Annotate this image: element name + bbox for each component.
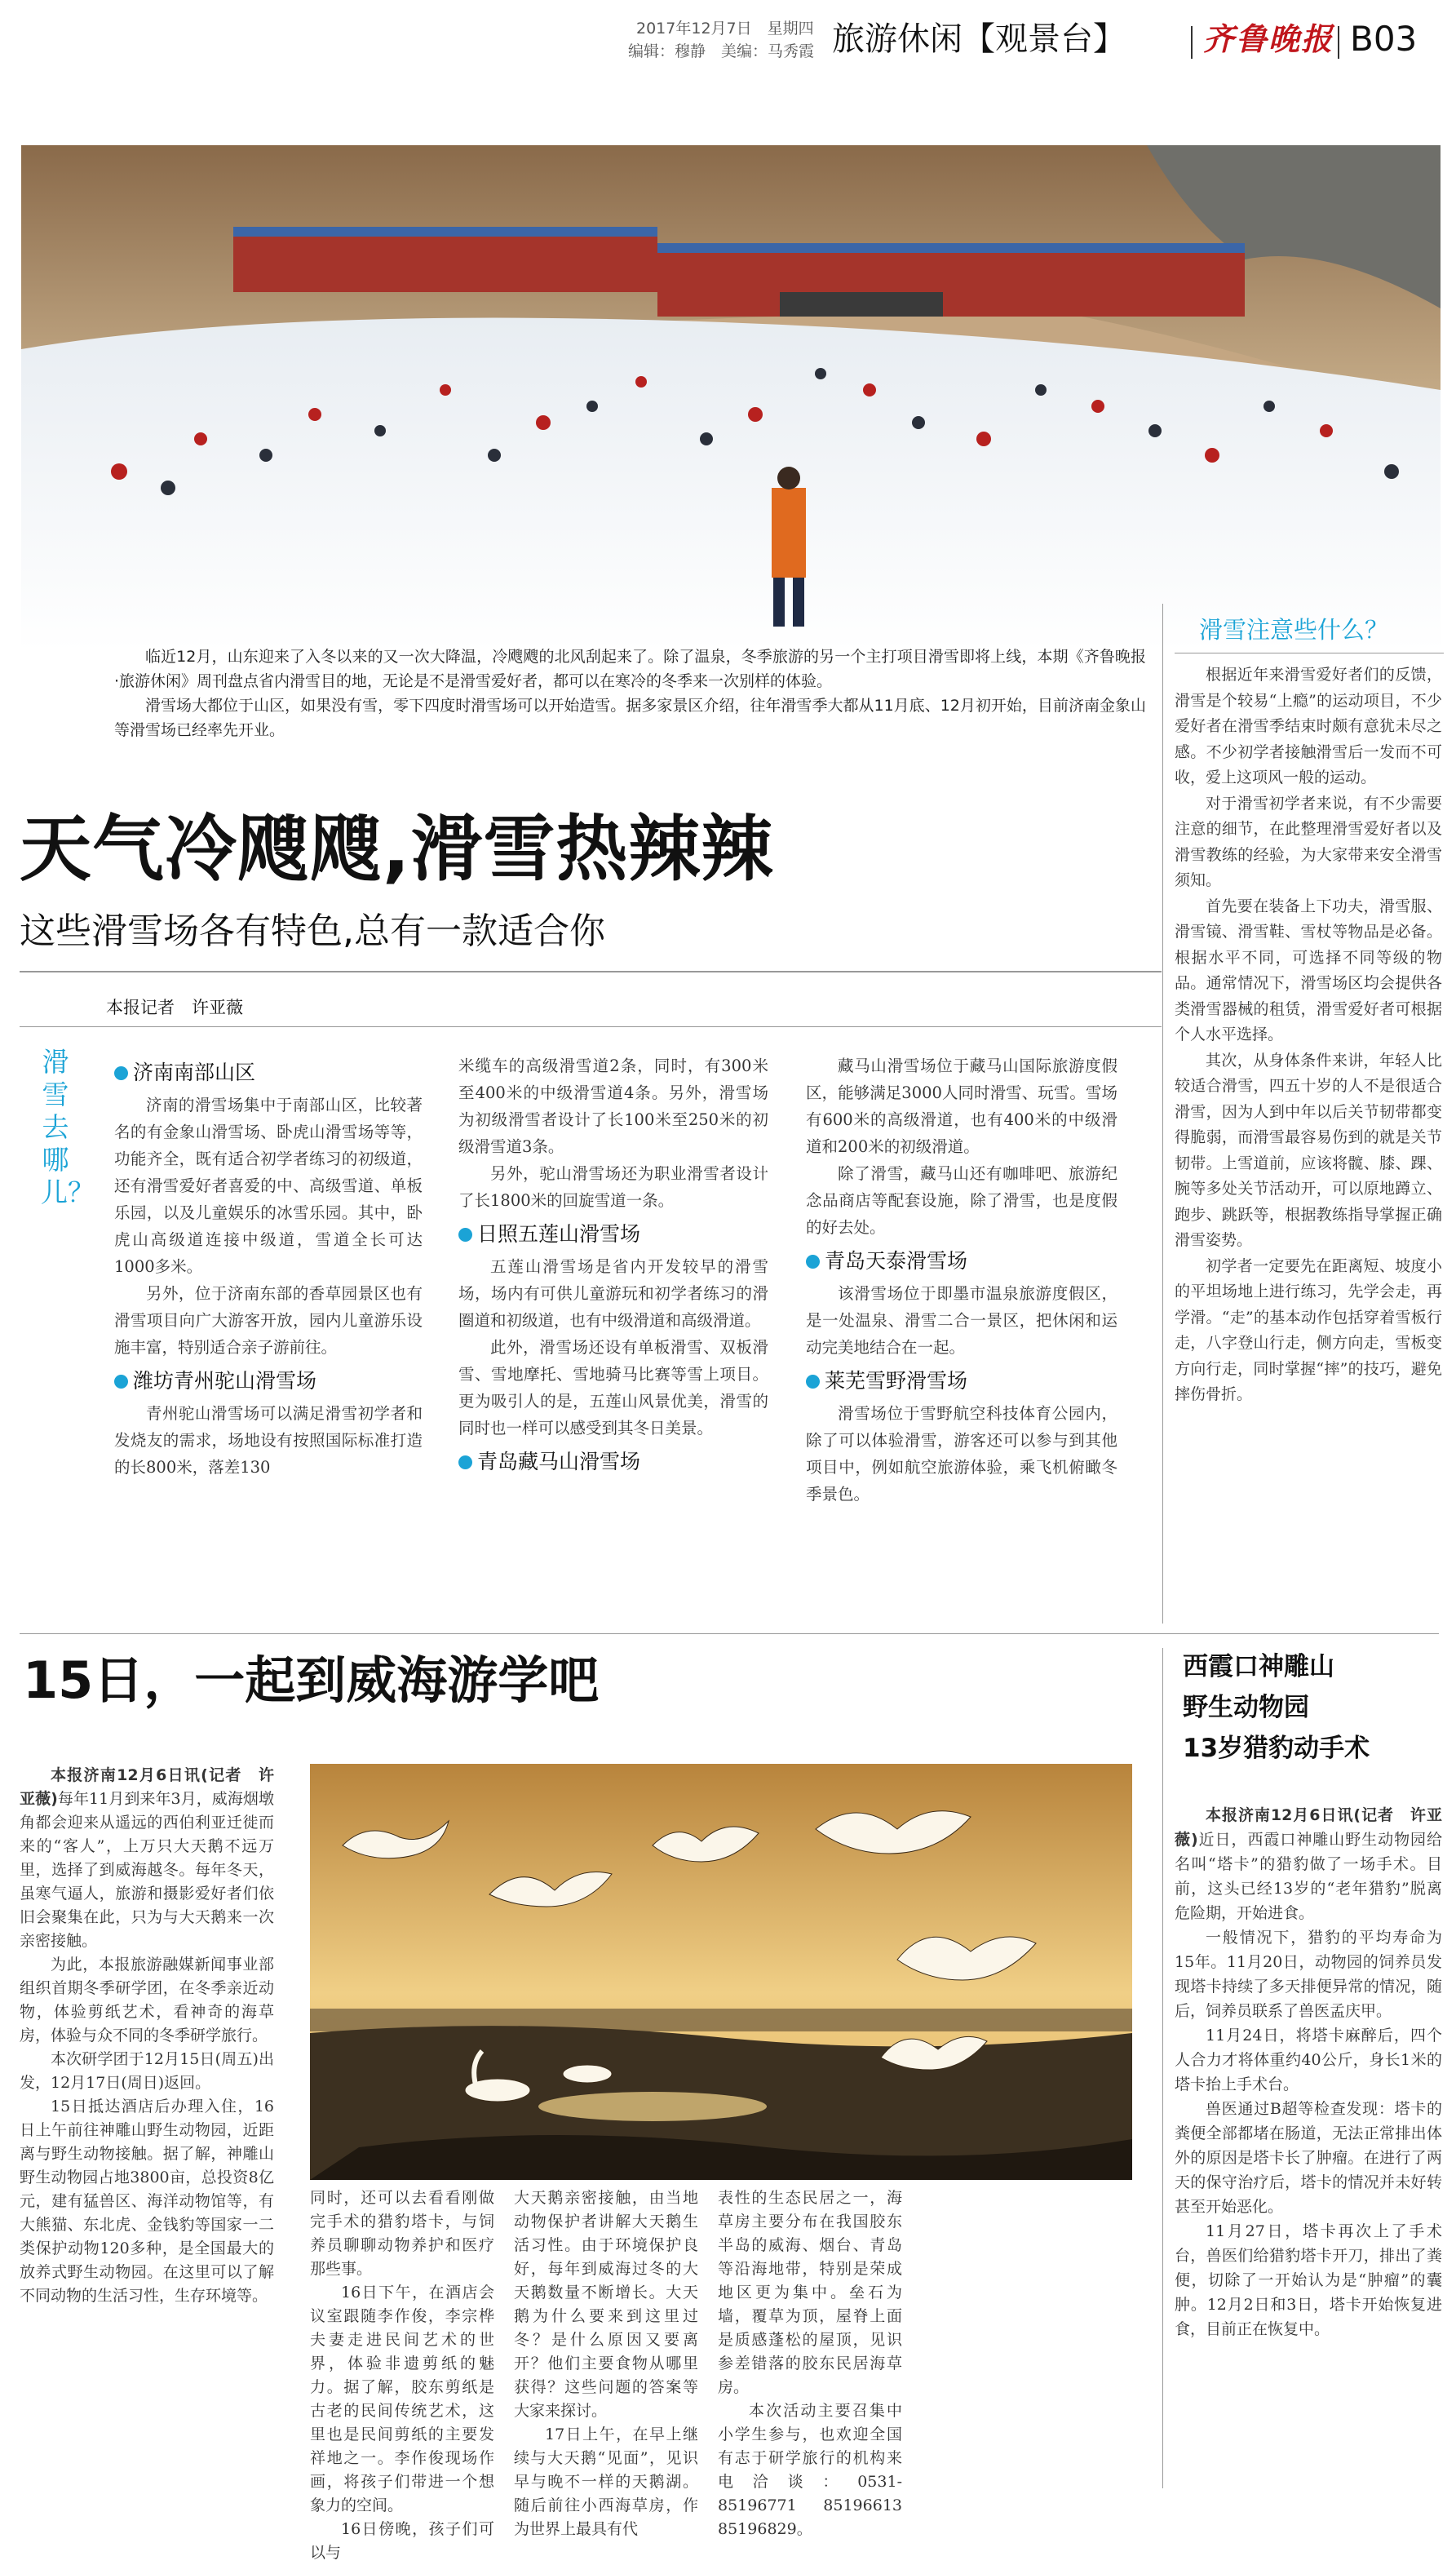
paragraph: 五莲山滑雪场是省内开发较早的滑雪场，场内有可供儿童游玩和初学者练习的滑圈道和初级道，也有中级滑道和高级滑道。 — [458, 1257, 768, 1330]
paragraph: 11月24日，将塔卡麻醉后，四个人合力才将体重约40公斤，身长1米的塔卡抬上手术台。 — [1175, 2027, 1442, 2093]
paragraph: 青州驼山滑雪场可以满足滑雪初学者和发烧友的需求，场地设有按照国际标准打造的长800米，落差130 — [114, 1404, 423, 1477]
leopard-divider — [1162, 1648, 1163, 2488]
caption-paragraph-2: 滑雪场大都位于山区，如果没有雪，零下四度时滑雪场可以开始造雪。据多家景区介绍，往年滑雪季大都从11月底、12月初开始，目前济南金象山等滑雪场已经率先开业。 — [114, 697, 1146, 739]
subhead-zangmashan-text: 青岛藏马山滑雪场 — [477, 1450, 641, 1473]
paragraph: 藏马山滑雪场位于藏马山国际旅游度假区，能够满足3000人同时滑雪、玩雪。雪场有600米的高级滑道，也有400米的中级滑道和200米的初级滑道。 — [806, 1057, 1117, 1156]
paragraph: 根据近年来滑雪爱好者们的反馈，滑雪是个较易“上瘾”的运动项目，不少爱好者在滑雪季结束时颇有意犹未尽之感。不少初学者接触滑雪后一发而不可收，爱上这项风一般的运动。 — [1175, 666, 1442, 786]
weihai-lead-dateline: 本报济南12月6日讯(记者 许亚薇) — [20, 1766, 274, 1808]
paragraph: 本次研学团于12月15日(周五)出发，12月17日(周日)返回。 — [20, 2050, 274, 2092]
leopard-headline-line-3: 13岁猎豹动手术 — [1183, 1734, 1370, 1763]
paragraph: 16日下午，在酒店会议室跟随李作俊，李宗桦夫妻走进民间艺术的世界，体验非遗剪纸的魅力。据了解，胶东剪纸是古老的民间传统艺术，这里也是民间剪纸的主要发祥地之一。李作俊现场作画，将孩子们带进一个想象力的空间。 — [310, 2284, 494, 2514]
subhead-weifang-text: 潍坊青州驼山滑雪场 — [133, 1369, 317, 1393]
weihai-column-1 — [20, 1764, 274, 2308]
main-headline: 天气冷飕飕,滑雪热辣辣 — [20, 807, 774, 891]
subhead-rizhao — [458, 1220, 768, 1248]
subhead-tiantai — [806, 1247, 1117, 1275]
subhead-jinan-text: 济南南部山区 — [133, 1061, 256, 1084]
swan-lake-illustration — [310, 1764, 1132, 2180]
weihai-column-3 — [514, 2186, 698, 2541]
article-column-2 — [458, 1052, 768, 1481]
leopard-body — [1175, 1803, 1442, 2341]
sidebar-body — [1175, 662, 1442, 1408]
article-column-3 — [806, 1052, 1117, 1508]
paragraph: 米缆车的高级滑雪道2条，同时，有300米至400米的中级滑雪道4条。另外，滑雪场为初级滑雪者设计了长100米至250米的初级滑雪道3条。 — [458, 1057, 768, 1156]
weihai-column-4 — [718, 2186, 918, 2541]
photo-caption — [114, 645, 1146, 742]
bullet-dot-icon — [458, 1455, 472, 1469]
bullet-dot-icon — [458, 1228, 472, 1242]
article-column-1 — [114, 1052, 423, 1481]
paragraph: 另外，位于济南东部的香草园景区也有滑雪项目向广大游客开放，园内儿童游乐设施丰富，特别适合亲子游前往。 — [114, 1284, 423, 1357]
issue-date: 2017年12月7日 星期四 — [636, 20, 814, 38]
ski-resort-photo — [21, 145, 1441, 651]
leopard-lead-dateline: 本报济南12月6日讯(记者 许亚薇) — [1175, 1806, 1442, 1849]
paragraph: 济南的滑雪场集中于南部山区，比较著名的有金象山滑雪场、卧虎山滑雪场等等，功能齐全，既有适合初学者练习的初级道，还有滑雪爱好者喜爱的中、高级雪道、单板乐园，以及儿童娱乐的冰雪乐园。其中，卧虎山高级道连接中级道，雪道全长可达1000多米。 — [114, 1096, 423, 1276]
ski-resort-illustration — [21, 145, 1441, 651]
subhead-tiantai-text: 青岛天泰滑雪场 — [825, 1249, 968, 1273]
editors-line: 编辑：穆静 美编：马秀霞 — [628, 42, 815, 60]
bullet-dot-icon — [114, 1066, 128, 1080]
paragraph: 16日傍晚，孩子们可以与 — [310, 2520, 494, 2562]
header-divider-2 — [1338, 26, 1339, 59]
headline-rule — [20, 971, 1162, 972]
caption-paragraph-1: 临近12月，山东迎来了入冬以来的又一次大降温，冷飕飕的北风刮起来了。除了温泉，冬季旅游的另一个主打项目滑雪即将上线，本期《齐鲁晚报·旅游休闲》周刊盘点省内滑雪目的地，无论是不是滑雪爱好者，都可以在寒冷的冬季来一次别样的体验。 — [114, 648, 1146, 690]
bullet-dot-icon — [114, 1375, 128, 1389]
subhead-laiwu — [806, 1367, 1117, 1395]
leopard-lead-text: 近日，西霞口神雕山野生动物园给名叫“塔卡”的猎豹做了一场手术。目前，这头已经13岁的“老年猎豹”脱离危险期，开始进食。 — [1175, 1831, 1442, 1922]
subhead-rizhao-text: 日照五莲山滑雪场 — [477, 1222, 641, 1246]
paragraph: 兽医通过B超等检查发现：塔卡的粪便全部都堵在肠道，无法正常排出体外的原因是塔卡长了肿瘤。在进行了两天的保守治疗后，塔卡的情况并未好转甚至开始恶化。 — [1175, 2100, 1442, 2216]
weihai-lead-text: 每年11月到来年3月，威海烟墩角都会迎来从遥远的西伯利亚迁徙而来的“客人”，上万只大天鹅不远万里，选择了到威海越冬。每年冬天，虽寒气逼人，旅游和摄影爱好者们依旧会聚集在此，只为与大天鹅来一次亲密接触。 — [20, 1790, 274, 1950]
weihai-column-2 — [310, 2186, 494, 2565]
header-divider — [1191, 26, 1193, 59]
paragraph: 大天鹅亲密接触，由当地动物保护者讲解大天鹅生活习性。由于环境保护良好，每年到威海过冬的大天鹅数量不断增长。大天鹅为什么要来到这里过冬？是什么原因又要离开？他们主要食物从哪里获得？这些问题的答案等大家来探讨。 — [514, 2189, 698, 2420]
paragraph: 11月27日，塔卡再次上了手术台，兽医们给猎豹塔卡开刀，排出了粪便，切除了一开始认为是“肿瘤”的囊肿。12月2日和3日，塔卡开始恢复进食，目前正在恢复中。 — [1175, 2222, 1442, 2338]
paragraph: 该滑雪场位于即墨市温泉旅游度假区，是一处温泉、滑雪二合一景区，把休闲和运动完美地结合在一起。 — [806, 1284, 1117, 1357]
section-title: 旅游休闲【观景台】 — [832, 20, 1126, 58]
paragraph: 表性的生态民居之一，海草房主要分布在我国胶东半岛的威海、烟台、青岛等沿海地带，特别是荣成地区更为集中。垒石为墙，覆草为顶，屋脊上面是质感蓬松的屋顶，见识参差错落的胶东民居海草房。 — [718, 2189, 902, 2396]
section-rule — [20, 1633, 1439, 1634]
subhead-weifang — [114, 1367, 423, 1395]
bullet-dot-icon — [806, 1255, 820, 1269]
paragraph: 15日抵达酒店后办理入住，16日上午前往神雕山野生动物园，近距离与野生动物接触。据了解，神雕山野生动物园占地3800亩，总投资8亿元，建有猛兽区、海洋动物馆等，有大熊猫、东北虎、金钱豹等国家一二类保护动物120多种，是全国最大的放养式野生动物园。在这里可以了解不同动物的生活习性，生存环境等。 — [20, 2098, 274, 2305]
weihai-lead — [20, 1764, 274, 1953]
leopard-headline-line-2: 野生动物园 — [1183, 1693, 1309, 1722]
paragraph: 对于滑雪初学者来说，有不少需要注意的细节，在此整理滑雪爱好者以及滑雪教练的经验，为大家带来安全滑雪须知。 — [1175, 794, 1442, 889]
subhead-laiwu-text: 莱芜雪野滑雪场 — [825, 1369, 968, 1393]
paragraph: 其次，从身体条件来讲，年轻人比较适合滑雪，四五十岁的人不是很适合滑雪，因为人到中年以后关节韧带都变得脆弱，而滑雪最容易伤到的就是关节韧带。上雪道前，应该将髋、膝、踝、腕等多处关节活动开，可以原地蹲立、跑步、跳跃等，根据教练指导掌握正确滑雪姿势。 — [1175, 1051, 1442, 1249]
bullet-dot-icon — [806, 1375, 820, 1389]
paragraph: 同时，还可以去看看刚做完手术的猎豹塔卡，与饲养员聊聊动物养护和医疗那些事。 — [310, 2189, 494, 2278]
paragraph: 除了滑雪，藏马山还有咖啡吧、旅游纪念品商店等配套设施，除了滑雪，也是度假的好去处。 — [806, 1164, 1117, 1237]
sidebar-title: 滑雪注意些什么？ — [1199, 616, 1389, 644]
weihai-headline: 15日，一起到威海游学吧 — [23, 1650, 600, 1710]
paragraph: 17日上午，在早上继续与大天鹅“见面”，见识早与晚不一样的天鹅湖。随后前往小西海草房，作为世界上最具有代 — [514, 2425, 698, 2538]
swan-photo — [310, 1764, 1132, 2180]
subhead-jinan — [114, 1059, 423, 1087]
leopard-headline — [1183, 1646, 1444, 1769]
subhead-zangmashan — [458, 1448, 768, 1476]
paragraph: 本次活动主要召集中小学生参与，也欢迎全国有志于研学旅行的机构来电洽谈：0531-85196771 85196613 85196829。 — [718, 2402, 918, 2538]
side-label: 滑雪去哪儿？ — [41, 1046, 95, 1208]
sidebar-divider — [1162, 604, 1163, 1624]
paragraph: 另外，驼山滑雪场还为职业滑雪者设计了长1800米的回旋雪道一条。 — [458, 1164, 768, 1210]
newspaper-logo: 齐鲁晚报 — [1203, 20, 1334, 57]
paragraph: 初学者一定要先在距离短、坡度小的平坦场地上进行练习，先学会走，再学滑。“走”的基本动作包括穿着雪板行走，八字登山行走，侧方向走，雪板变方向行走，同时掌握“摔”的技巧，避免摔伤骨折。 — [1175, 1256, 1442, 1403]
leopard-lead — [1175, 1803, 1442, 1925]
byline: 本报记者 许亚薇 — [106, 998, 243, 1017]
paragraph: 滑雪场位于雪野航空科技体育公园内，除了可以体验滑雪，游客还可以参与到其他项目中，例如航空旅游体验，乘飞机俯瞰冬季景色。 — [806, 1404, 1117, 1504]
page-number: B03 — [1350, 19, 1418, 59]
main-subheadline: 这些滑雪场各有特色,总有一款适合你 — [20, 910, 605, 952]
paragraph: 一般情况下，猎豹的平均寿命为15年。11月20日，动物园的饲养员发现塔卡持续了多天排便异常的情况，随后，饲养员联系了兽医孟庆甲。 — [1175, 1929, 1442, 2020]
paragraph: 为此，本报旅游融媒新闻事业部组织首期冬季研学团，在冬季亲近动物，体验剪纸艺术，看神奇的海草房，体验与众不同的冬季研学旅行。 — [20, 1956, 274, 2044]
paragraph: 首先要在装备上下功夫，滑雪服、滑雪镜、滑雪鞋、雪杖等物品是必备。根据水平不同，可选择不同等级的物品。通常情况下，滑雪场区均会提供各类滑雪器械的租赁，滑雪爱好者可根据个人水平选择。 — [1175, 897, 1442, 1043]
paragraph: 此外，滑雪场还设有单板滑雪、双板滑雪、雪地摩托、雪地骑马比赛等雪上项目。更为吸引人的是，五莲山风景优美，滑雪的同时也一样可以感受到其冬日美景。 — [458, 1338, 768, 1438]
leopard-headline-line-1: 西霞口神雕山 — [1183, 1652, 1334, 1681]
byline-rule — [20, 1026, 1162, 1027]
